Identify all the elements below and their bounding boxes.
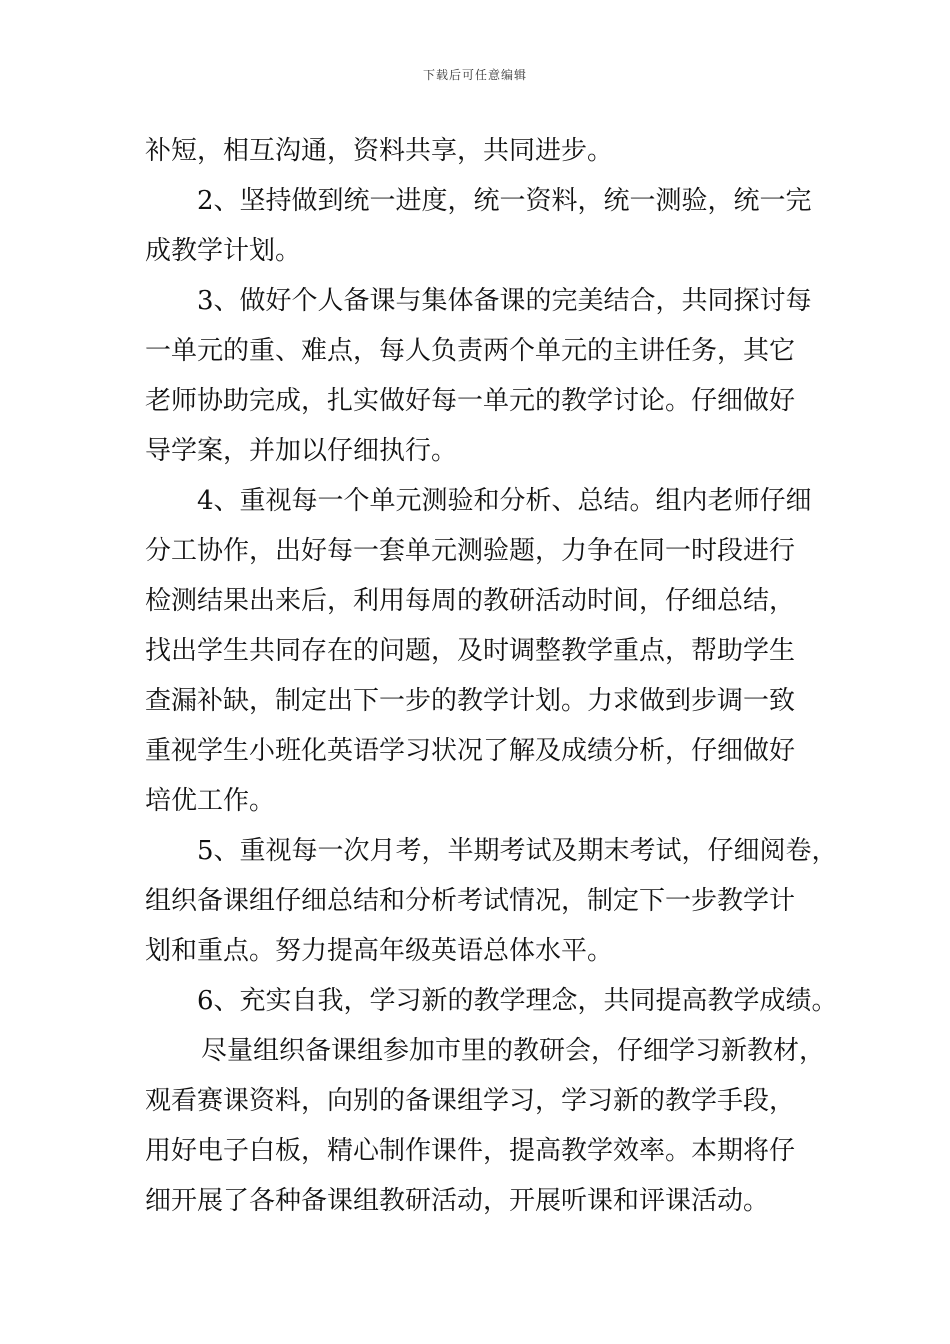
paragraph-line: 检测结果出来后，利用每周的教研活动时间，仔细总结，: [145, 586, 796, 616]
paragraph-line: 细开展了各种备课组教研活动，开展听课和评课活动。: [145, 1186, 770, 1216]
paragraph-line: 查漏补缺，制定出下一步的教学计划。力求做到步调一致: [145, 686, 796, 716]
paragraph-line: 分工协作，出好每一套单元测验题，力争在同一时段进行: [145, 536, 796, 566]
paragraph-line: 找出学生共同存在的问题，及时调整教学重点，帮助学生: [145, 636, 796, 666]
paragraph-line: 导学案，并加以仔细执行。: [145, 436, 458, 466]
paragraph-line: 尽量组织备课组参加市里的教研会，仔细学习新教材，: [201, 1036, 826, 1066]
paragraph-line: 老师协助完成，扎实做好每一单元的教学讨论。仔细做好: [145, 386, 796, 416]
paragraph-line: 3、做好个人备课与集体备课的完美结合，共同探讨每: [197, 286, 812, 316]
paragraph-line: 5、重视每一次月考，半期考试及期末考试，仔细阅卷，: [197, 836, 838, 866]
paragraph-line: 6、充实自我，学习新的教学理念，共同提高教学成绩。: [197, 986, 838, 1016]
paragraph-line: 组织备课组仔细总结和分析考试情况，制定下一步教学计: [145, 886, 796, 916]
paragraph-line: 观看赛课资料，向别的备课组学习，学习新的教学手段，: [145, 1086, 796, 1116]
paragraph-line: 2、坚持做到统一进度，统一资料，统一测验，统一完: [197, 186, 812, 216]
paragraph-line: 培优工作。: [145, 786, 276, 816]
paragraph-line: 划和重点。努力提高年级英语总体水平。: [145, 936, 614, 966]
paragraph-line: 成教学计划。: [145, 236, 302, 266]
paragraph-line: 4、重视每一个单元测验和分析、总结。组内老师仔细: [197, 486, 812, 516]
document-body: [145, 126, 838, 1226]
paragraph-line: 补短，相互沟通，资料共享，共同进步。: [145, 136, 614, 166]
paragraph-line: 一单元的重、难点，每人负责两个单元的主讲任务，其它: [145, 336, 796, 366]
paragraph-line: 用好电子白板，精心制作课件，提高教学效率。本期将仔: [145, 1136, 796, 1166]
header-note: 下载后可任意编辑: [422, 68, 527, 82]
paragraph-line: 重视学生小班化英语学习状况了解及成绩分析，仔细做好: [145, 736, 796, 766]
